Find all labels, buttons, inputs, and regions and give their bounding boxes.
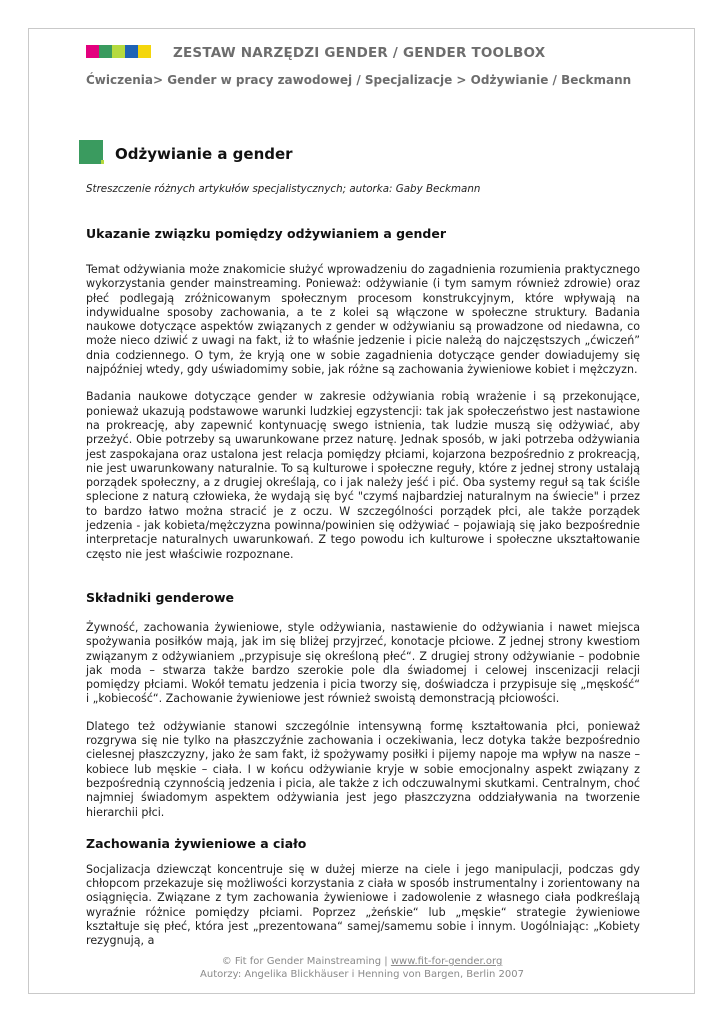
toolbox-title: ZESTAW NARZĘDZI GENDER / GENDER TOOLBOX xyxy=(173,45,546,61)
paragraph: Żywność, zachowania żywieniowe, style odżywiania, nastawienie do odżywiania i nawet miejsca spożywania posiłków mają, jak im się bliżej przyjrzeć, konotacje płciowe. Z jednej strony kwestiom związanym z odżywianiem „przypisuje się określoną płeć“. Z drugiej strony odżywianie – podobnie jak moda – stwarza także bardzo szerokie pole dla świadomej i celowej inscenizacji relacji pomiędzy płciami. Wokół tematu jedzenia i picia tworzy się, doświadcza i przypisuje się „męskość“ i „kobiecość“. Zachowanie żywieniowe jest również swoistą demonstracją płciowości. xyxy=(86,620,640,706)
document-title: Odżywianie a gender xyxy=(115,145,293,163)
paragraph: Socjalizacja dziewcząt koncentruje się w dużej mierze na ciele i jego manipulacji, podczas gdy chłopcom przekazuje się możliwości korzystania z ciała w sposób instrumentalny i zorientowany na osiągnięcia. Związane z tym zachowania żywieniowe i zadowolenie z własnego ciała podkreślają wyraźnie różnice pomiędzy płciami. Poprzez „żeńskie“ lub „męskie“ strategie żywieniowe kształtuje się płeć, która jest „prezentowana“ samej/samemu sobie i innym. Uogólniając: „Kobiety rezygnują, a xyxy=(86,862,640,948)
footer-authors: Autorzy: Angelika Blickhäuser i Henning von Bargen, Berlin 2007 xyxy=(200,969,524,980)
document-body xyxy=(86,226,640,949)
paragraph: Badania naukowe dotyczące gender w zakresie odżywiania robią wrażenie i są przekonujące, ponieważ ukazują podstawowe warunki ludzkiej egzystencji: tak jak społeczeństwo jest nastawione na prokreację, aby zapewnić kontynuację swego istnienia, tak ludzie muszą się odżywiać, aby przeżyć. Obie potrzeby są uwarunkowane przez naturę. Jednak sposób, w jaki potrzeba odżywiania jest zaspokajana oraz ustalona jest relacja pomiędzy płciami, kojarzona bezpośrednio z prokreacją, nie jest uwarunkowany naturalnie. To są kulturowe i społeczne reguły, które z jednej strony ustalają porządek społeczny, a z drugiej określają, co i jak należy jeść i pić. Oba systemy reguł są tak ściśle splecione z naturą człowieka, że wydają się być "czymś najbardziej naturalnym na świecie" i przez to bardzo łatwo można stracić je z oczu. W szczególności porządek płci, ale także porządek jedzenia - jak kobieta/mężczyzna powinna/powinien się odżywiać – pojawiają się jako bezpośrednie interpretacje naturalnych uwarunkowań. Z tego powodu ich kulturowe i społeczne ukształtowanie często nie jest właściwie rozpoznane. xyxy=(86,390,640,561)
title-marker-accent xyxy=(101,160,104,164)
footer-copyright-line xyxy=(0,955,724,968)
paragraph: Dlatego też odżywianie stanowi szczególnie intensywną formę kształtowania płci, ponieważ rozgrywa się nie tylko na płaszczyźnie zachowania i oczekiwania, lecz dotyka także bezpośrednio cielesnej płaszczyzny, jako że sam fakt, iż spożywamy posiłki i pijemy napoje ma wpływ na nasze – kobiece lub męskie – ciała. I w końcu odżywianie kryje w sobie emocjonalny aspekt związany z bezpośrednią czynnością jedzenia i picia, ale także z ich odczuwalnymi skutkami. Centralnym, choć najmniej świadomym aspektem odżywiania jest jego płaszczyzna oddziaływania na tworzenie hierarchii płci. xyxy=(86,719,640,819)
toolbox-logo xyxy=(86,45,151,58)
website-link[interactable]: www.fit-for-gender.org xyxy=(390,956,503,967)
footer-copyright: © Fit for Gender Mainstreaming | xyxy=(221,956,391,967)
breadcrumb: Ćwiczenia> Gender w pracy zawodowej / Specjalizacje > Odżywianie / Beckmann xyxy=(86,73,632,87)
section-heading: Ukazanie związku pomiędzy odżywianiem a gender xyxy=(86,226,447,241)
paragraph: Temat odżywiania może znakomicie służyć wprowadzeniu do zagadnienia rozumienia praktycznego wykorzystania gender mainstreaming. Ponieważ: odżywianie (i tym samym również zdrowie) oraz płeć podlegają zróżnicowanym społecznym procesom konstrukcyjnym, które wpływają na indywidualne sposoby zachowania, a te z kolei są włączone w społeczne struktury. Badania naukowe dotyczące aspektów związanych z gender w odżywianiu są prowadzone od niedawna, co może nieco dziwić z uwagi na fakt, iż to właśnie jedzenie i picie należą do najczęstszych „ćwiczeń” dnia codziennego. O tym, że kryją one w sobie zagadnienia dotyczące gender dowiadujemy się najpóźniej wtedy, gdy uświadomimy sobie, jak różne są zachowania żywieniowe kobiet i mężczyzn. xyxy=(86,263,640,377)
logo-block-yellow xyxy=(138,45,151,58)
logo-block-magenta xyxy=(86,45,99,58)
document-subtitle: Streszczenie różnych artykułów specjalistycznych; autorka: Gaby Beckmann xyxy=(86,183,481,195)
logo-block-lime xyxy=(112,45,125,58)
logo-block-blue xyxy=(125,45,138,58)
title-marker-icon xyxy=(79,140,103,164)
section-heading: Składniki genderowe xyxy=(86,589,234,605)
page-footer xyxy=(0,955,724,981)
logo-block-green xyxy=(99,45,112,58)
section-heading: Zachowania żywieniowe a ciało xyxy=(86,835,307,851)
